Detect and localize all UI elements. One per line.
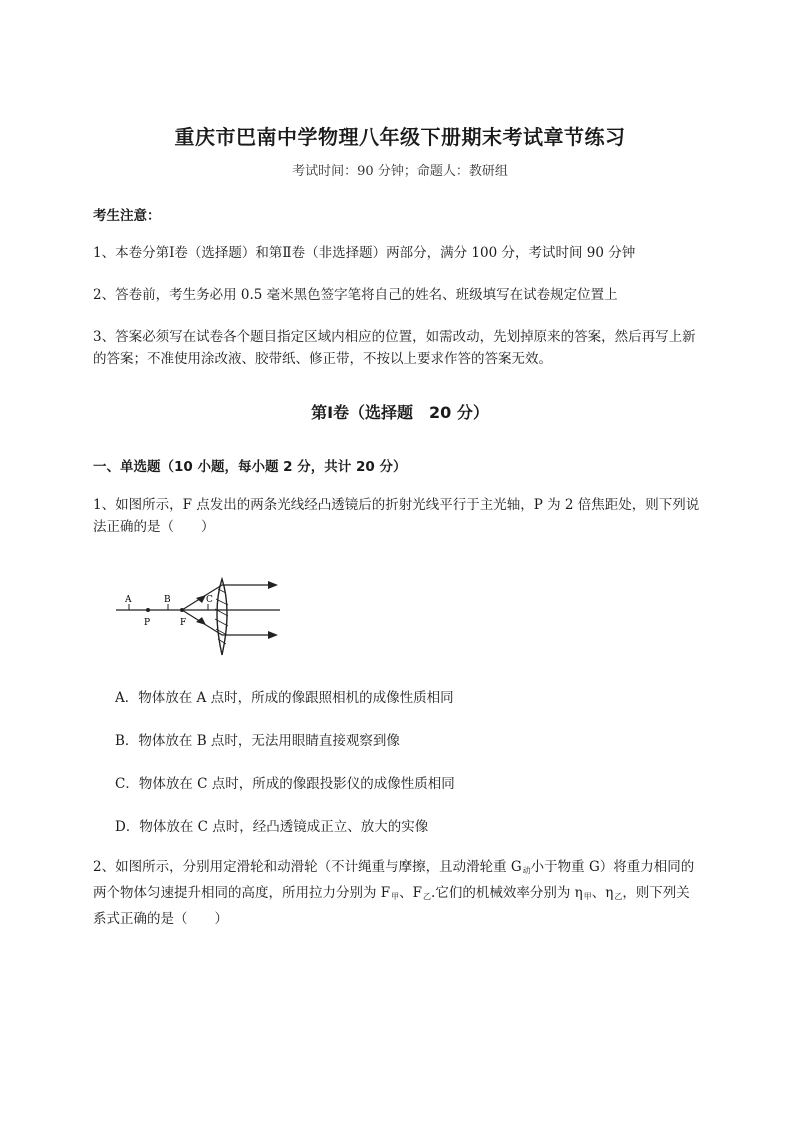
question-2-line-2: 两个物体匀速提升相同的高度，所用拉力分别为 $F_甲$、$F_乙$.它们的机械效率分别为 $\eta_甲$、$\eta_乙$，则下列关 xyxy=(93,885,690,901)
question-2-line-3: 系式正确的是（ ） xyxy=(93,911,228,927)
notice-heading: 考生注意： xyxy=(93,208,161,224)
notice-item-2: 2、答卷前，考生务必用 0.5 毫米黑色签字笔将自己的姓名、班级填写在试卷规定位置上 xyxy=(93,287,618,303)
notice-item-1: 1、本卷分第Ⅰ卷（选择题）和第Ⅱ卷（非选择题）两部分，满分 100 分，考试时间 90 分钟 xyxy=(93,245,636,261)
arrow-upper-out xyxy=(268,581,278,589)
arrow-lower-out xyxy=(268,631,278,639)
arrow-upper-in xyxy=(196,595,206,603)
question-1-option-c: C．物体放在 C 点时，所成的像跟投影仪的成像性质相同 xyxy=(115,776,455,792)
exam-info: 考试时间：90 分钟；命题人：教研组 xyxy=(292,164,508,179)
label-a: A xyxy=(125,595,132,605)
page-title: 重庆市巴南中学物理八年级下册期末考试章节练习 xyxy=(174,125,626,149)
question-1-stem: 1、如图所示，F 点发出的两条光线经凸透镜后的折射光线平行于主光轴，P 为 2 倍焦距处，则下列说法正确的是（ ） xyxy=(93,497,700,535)
lens-diagram xyxy=(110,575,290,665)
question-1-option-b: B．物体放在 B 点时，无法用眼睛直接观察到像 xyxy=(115,733,400,749)
label-b: B xyxy=(164,595,171,605)
section-subtitle: 一、单选题（10 小题，每小题 2 分，共计 20 分） xyxy=(93,459,407,475)
label-p: P xyxy=(144,618,151,628)
point-p xyxy=(146,608,150,612)
question-1-option-a: A．物体放在 A 点时，所成的像跟照相机的成像性质相同 xyxy=(115,690,454,706)
label-f: F xyxy=(180,618,187,628)
section-title: 第Ⅰ卷（选择题 20 分） xyxy=(311,403,489,422)
arrow-lower-in xyxy=(196,617,206,625)
label-c: C xyxy=(206,595,213,605)
question-1-option-d: D．物体放在 C 点时，经凸透镜成正立、放大的实像 xyxy=(115,819,429,835)
notice-item-3: 3、答案必须写在试卷各个题目指定区域内相应的位置，如需改动，先划掉原来的答案，然后再写上新的答案；不准使用涂改液、胶带纸、修正带，不按以上要求作答的答案无效。 xyxy=(93,329,696,367)
question-2-line-1: 2、如图所示，分别用定滑轮和动滑轮（不计绳重与摩擦，且动滑轮重 $G_动$小于物重 G）将重力相同的 xyxy=(93,859,695,875)
